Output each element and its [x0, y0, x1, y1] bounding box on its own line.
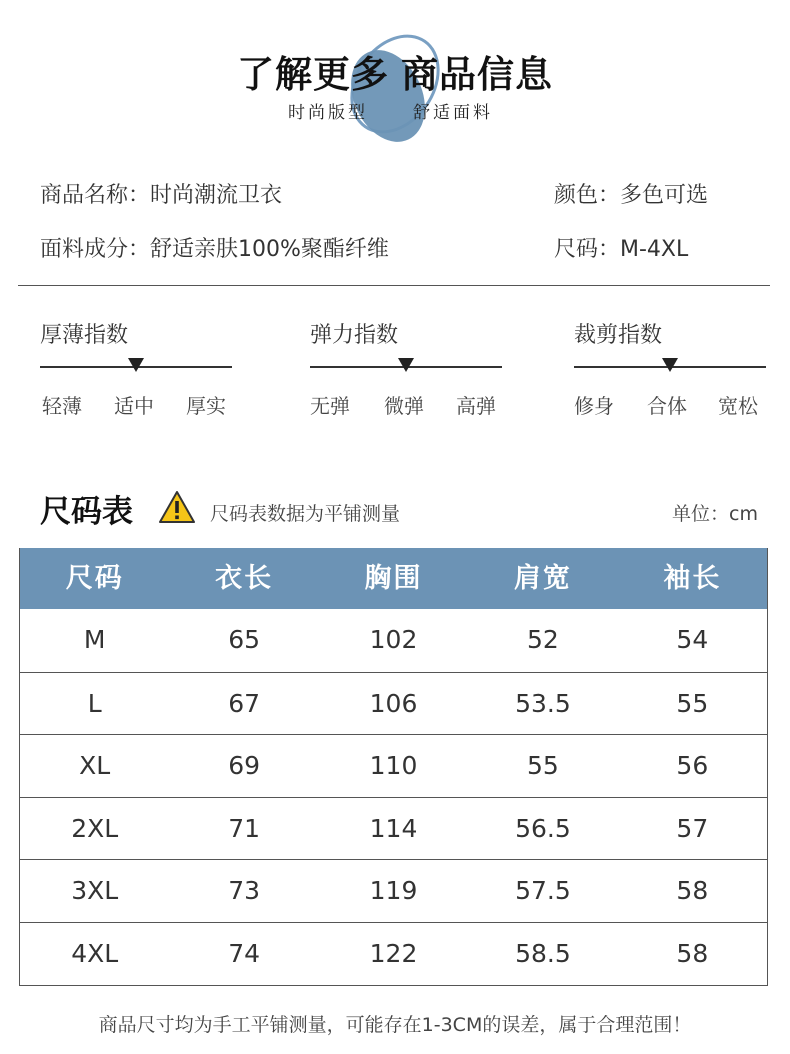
- gauge-title: 弹力指数: [310, 323, 399, 348]
- table-row: [20, 672, 767, 735]
- table-cell: 74: [228, 938, 261, 968]
- title-right: 商品信息: [401, 53, 553, 96]
- table-row: [20, 797, 767, 860]
- header-cell: 胸围: [364, 563, 423, 594]
- size-table: [19, 548, 768, 986]
- gauge-option: 轻薄: [42, 394, 82, 418]
- table-cell: 55: [676, 688, 709, 718]
- table-cell: 114: [369, 813, 418, 843]
- gauge-option: 厚实: [186, 394, 226, 418]
- table-row: [20, 922, 767, 985]
- section-divider: [18, 285, 770, 286]
- table-cell: M: [83, 625, 106, 654]
- table-cell: 69: [228, 751, 261, 781]
- fabric-composition: 面料成分：舒适亲肤100%聚酯纤维: [40, 237, 389, 262]
- size-chart-note: 尺码表数据为平铺测量: [210, 503, 401, 525]
- table-cell: 4XL: [71, 938, 119, 968]
- table-cell: 71: [228, 813, 261, 843]
- gauge-option: 宽松: [718, 394, 758, 418]
- table-cell: 57.5: [515, 876, 571, 906]
- table-cell: 122: [369, 938, 418, 968]
- table-row: [20, 859, 767, 922]
- size-range: 尺码：M-4XL: [554, 237, 689, 262]
- size-chart-unit: 单位：cm: [672, 503, 758, 525]
- thickness-index: [40, 318, 236, 428]
- table-cell: 57: [676, 813, 709, 843]
- gauge-marker-icon: [398, 358, 414, 372]
- title-left: 了解更多: [237, 53, 389, 96]
- table-cell: 2XL: [71, 813, 119, 843]
- header-cell: 尺码: [65, 563, 124, 594]
- color-info: 颜色：多色可选: [554, 183, 709, 208]
- subtitle-left: 时尚版型: [288, 103, 368, 123]
- gauge-option: 无弹: [310, 394, 350, 418]
- gauge-option: 微弹: [384, 394, 424, 418]
- table-cell: 58.5: [515, 938, 571, 968]
- subtitle-right: 舒适面料: [413, 103, 493, 123]
- footnote: 商品尺寸均为手工平铺测量，可能存在1-3CM的误差，属于合理范围！: [98, 1014, 692, 1036]
- table-cell: 102: [369, 625, 418, 654]
- table-row: [20, 609, 767, 672]
- product-name: 商品名称：时尚潮流卫衣: [40, 183, 283, 208]
- table-header: [20, 548, 767, 609]
- table-cell: L: [87, 688, 102, 718]
- table-body: [20, 609, 767, 985]
- warning-icon: [158, 490, 196, 524]
- gauge-marker-icon: [662, 358, 678, 372]
- header-cell: 肩宽: [513, 563, 572, 594]
- gauge-option: 合体: [647, 394, 687, 418]
- gauge-title: 裁剪指数: [574, 323, 663, 348]
- table-cell: 106: [369, 688, 418, 718]
- table-cell: 119: [369, 876, 418, 906]
- table-cell: 58: [676, 876, 709, 906]
- fit-index: [574, 318, 770, 428]
- gauge-marker-icon: [128, 358, 144, 372]
- table-row: [20, 734, 767, 797]
- gauge-title: 厚薄指数: [40, 323, 129, 348]
- table-cell: 55: [527, 751, 559, 781]
- table-cell: 52: [527, 625, 559, 654]
- table-cell: 3XL: [71, 876, 119, 906]
- gauge-option: 修身: [574, 394, 614, 418]
- elasticity-index: [310, 318, 506, 428]
- table-cell: 110: [369, 751, 418, 781]
- gauge-option: 高弹: [456, 394, 496, 418]
- table-cell: XL: [79, 751, 111, 781]
- table-cell: 73: [228, 876, 261, 906]
- table-cell: 65: [228, 625, 261, 654]
- size-chart-title: 尺码表: [40, 494, 133, 530]
- header-cell: 衣长: [215, 563, 274, 594]
- table-cell: 58: [676, 938, 709, 968]
- page-title: [0, 44, 790, 98]
- header: [0, 0, 790, 160]
- gauge-option: 适中: [114, 394, 154, 418]
- table-cell: 67: [228, 688, 261, 718]
- table-cell: 56: [676, 751, 709, 781]
- table-cell: 54: [676, 625, 709, 654]
- header-cell: 袖长: [663, 563, 722, 594]
- table-cell: 56.5: [515, 813, 571, 843]
- table-cell: 53.5: [515, 688, 571, 718]
